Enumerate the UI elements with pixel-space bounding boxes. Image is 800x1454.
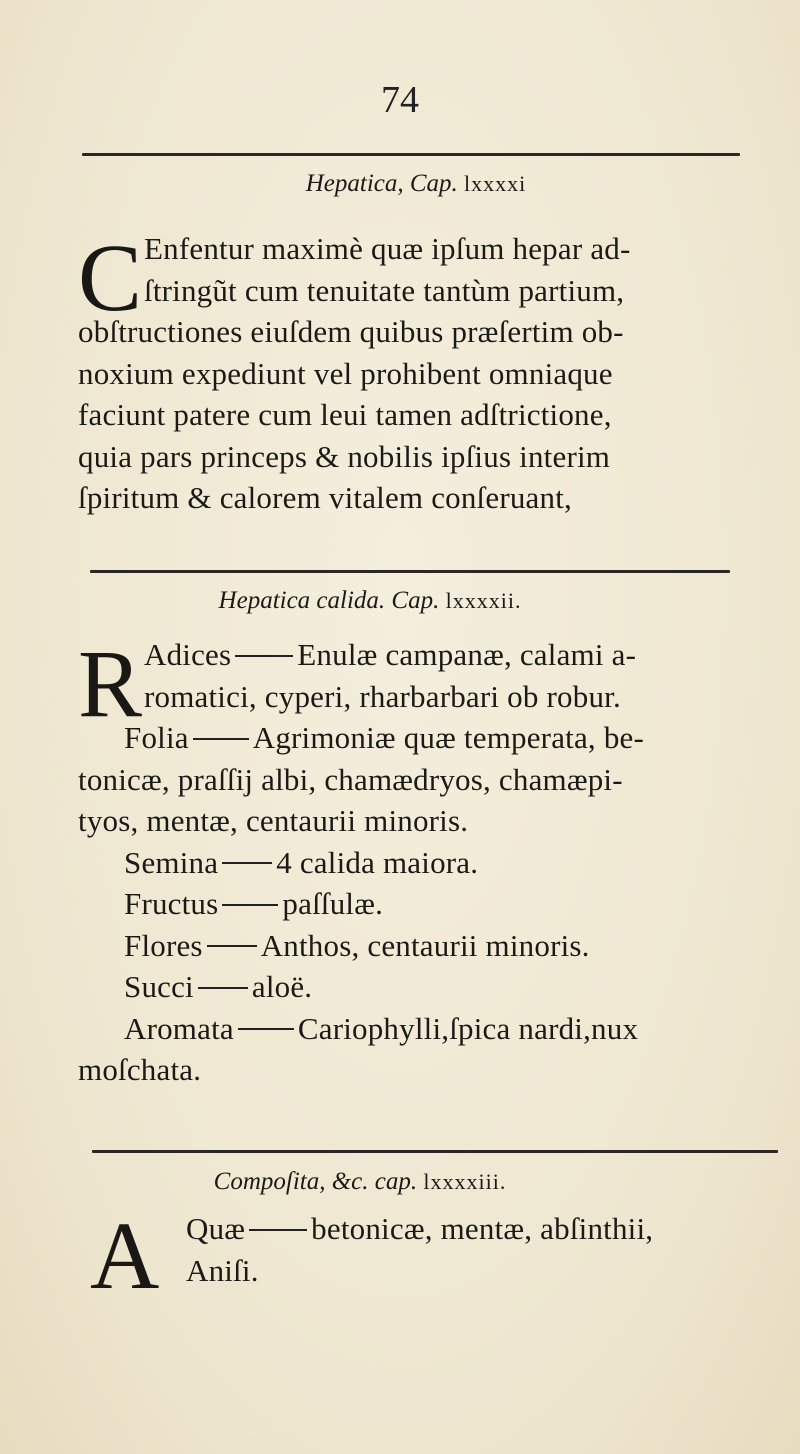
text-line: noxium expediunt vel prohibent omniaque bbox=[78, 355, 613, 391]
recipe-text: Enulæ campanæ, calami a- bbox=[297, 637, 637, 672]
recipe-label: Fructus bbox=[124, 886, 219, 921]
recipe-line bbox=[78, 717, 790, 759]
chapter-93-text bbox=[78, 1202, 790, 1309]
recipe-text: paſſulæ. bbox=[282, 886, 384, 921]
chapter-heading-numeral: lxxxxiii. bbox=[423, 1169, 507, 1194]
recipe-line bbox=[78, 800, 790, 842]
recipe-line bbox=[78, 1049, 790, 1091]
recipe-text: tyos, mentæ, centaurii minoris. bbox=[78, 803, 469, 838]
recipe-text: moſchata. bbox=[78, 1052, 202, 1087]
text-line: quia pars princeps & nobilis ipſius interim bbox=[78, 438, 611, 474]
chapter-heading-numeral: lxxxxii. bbox=[445, 588, 522, 613]
recipe-line bbox=[78, 1008, 790, 1050]
recipe-label: Folia bbox=[124, 720, 189, 755]
recipe-label: Succi bbox=[124, 969, 194, 1004]
recipe-text: romatici, cyperi, rharbarbari ob robur. bbox=[144, 678, 621, 714]
drop-cap: C bbox=[78, 224, 143, 331]
recipe-label: Adices bbox=[144, 637, 232, 672]
recipe-line bbox=[78, 842, 790, 884]
chapter-92-text bbox=[78, 630, 790, 1091]
drop-cap: A bbox=[90, 1202, 160, 1309]
dash-rule bbox=[249, 1229, 307, 1231]
recipe-text: betonicæ, mentæ, abſinthii, bbox=[311, 1211, 654, 1246]
text-line: Enfentur maximè quæ ipſum hepar ad- bbox=[144, 231, 631, 266]
recipe-label: Semina bbox=[124, 844, 219, 880]
dash-rule bbox=[222, 862, 272, 864]
text-line: ſtringũt cum tenuitate tantùm partium, bbox=[144, 272, 625, 308]
recipe-line bbox=[78, 883, 790, 925]
recipe-label: Flores bbox=[124, 927, 203, 963]
recipe-text: Cariophylli,ſpica nardi,nux bbox=[297, 1010, 639, 1046]
chapter-heading-numeral: lxxxxi bbox=[464, 171, 527, 196]
chapter-heading-92 bbox=[0, 585, 770, 617]
recipe-line bbox=[78, 634, 790, 676]
dash-rule bbox=[222, 904, 278, 906]
recipe-line bbox=[78, 1250, 790, 1292]
recipe-line bbox=[78, 925, 790, 967]
recipe-text: Agrimoniæ quæ temperata, be- bbox=[252, 720, 645, 755]
recipe-line bbox=[78, 676, 790, 718]
recipe-text: 4 calida maiora. bbox=[276, 844, 479, 880]
dash-rule bbox=[238, 1028, 294, 1030]
dash-rule bbox=[198, 987, 248, 989]
section-rule bbox=[90, 570, 730, 573]
chapter-heading-title: Hepatica calida. Cap. bbox=[218, 587, 440, 614]
page-number: 74 bbox=[381, 79, 419, 121]
dash-rule bbox=[235, 655, 293, 657]
section-rule bbox=[92, 1150, 778, 1153]
recipe-text: tonicæ, praſſij albi, chamædryos, chamæpi- bbox=[78, 761, 623, 797]
recipe-text: Aniſi. bbox=[186, 1252, 259, 1288]
chapter-91-text bbox=[78, 224, 790, 519]
recipe-line bbox=[78, 1208, 790, 1250]
text-line: obſtructiones eiuſdem quibus præſertim ob- bbox=[78, 314, 624, 349]
recipe-label: Quæ bbox=[186, 1211, 246, 1246]
dash-rule bbox=[193, 738, 249, 740]
recipe-line bbox=[78, 759, 790, 801]
text-line: faciunt patere cum leui tamen adſtrictione, bbox=[78, 397, 612, 432]
recipe-text: Anthos, centaurii minoris. bbox=[260, 927, 590, 963]
chapter-heading-title: Compoſita, &c. cap. bbox=[213, 1168, 418, 1195]
drop-cap: R bbox=[78, 630, 143, 737]
recipe-line bbox=[78, 966, 790, 1008]
recipe-text: aloë. bbox=[251, 969, 313, 1004]
chapter-heading-91 bbox=[16, 168, 800, 200]
recipe-label: Aromata bbox=[124, 1010, 234, 1046]
dash-rule bbox=[207, 945, 257, 947]
header-rule bbox=[82, 153, 740, 156]
chapter-heading-93 bbox=[0, 1166, 760, 1198]
chapter-heading-title: Hepatica, Cap. bbox=[305, 170, 458, 197]
text-line: ſpiritum & calorem vitalem conſeruant, bbox=[78, 480, 572, 515]
